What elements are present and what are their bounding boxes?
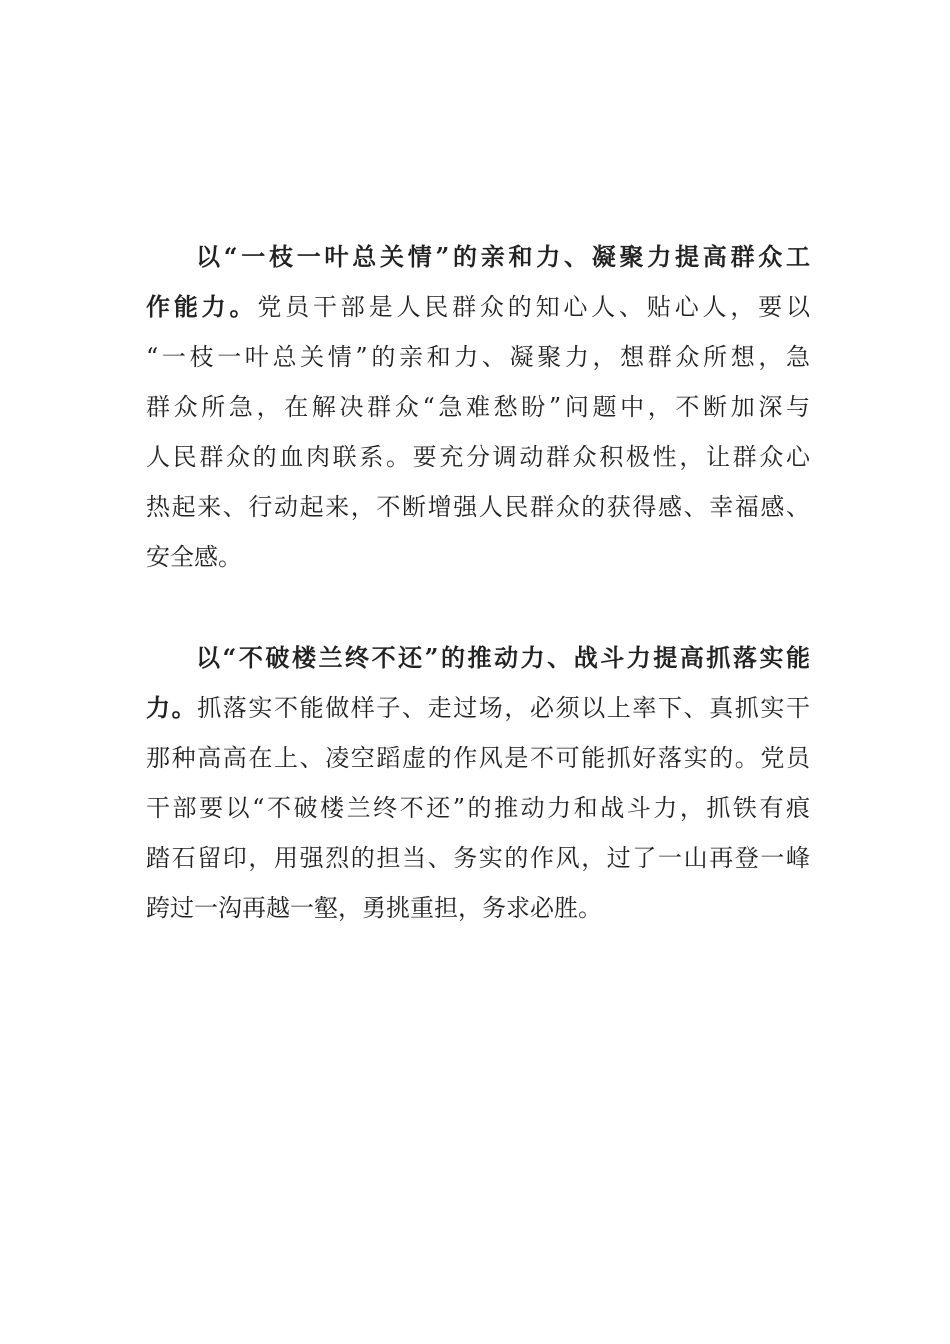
paragraph-line (146, 783, 810, 833)
paragraph-line (146, 633, 810, 683)
paragraph-line (146, 833, 810, 883)
paragraph-text: 热起来、行动起来，不断增强人民群众的获得感、幸福感、 (146, 493, 810, 521)
paragraph-text: “一枝一叶总关情”的亲和力、凝聚力，想群众所想，急 (146, 343, 810, 371)
paragraph-line (146, 683, 810, 733)
paragraph-1 (146, 232, 810, 582)
paragraph-text: 干部要以“不破楼兰终不还”的推动力和战斗力，抓铁有痕 (146, 794, 810, 822)
paragraph-2 (146, 633, 810, 933)
paragraph-heading: 以“不破楼兰终不还”的推动力、战斗力提高抓落实能 (196, 643, 810, 672)
paragraph-line (146, 332, 810, 382)
paragraph-line (146, 733, 810, 783)
paragraph-line (146, 382, 810, 432)
paragraph-text: 党员干部是人民群众的知心人、贴心人，要以 (257, 293, 811, 321)
paragraph-text: 抓落实不能做样子、走过场，必须以上率下、真抓实干 (197, 694, 811, 722)
paragraph-heading: 以“一枝一叶总关情”的亲和力、凝聚力提高群众工 (196, 242, 810, 271)
paragraph-text: 那种高高在上、凌空蹈虚的作风是不可能抓好落实的。党员 (146, 744, 810, 772)
paragraph-text: 跨过一沟再越一壑，勇挑重担，务求必胜。 (146, 894, 602, 922)
paragraph-text: 群众所急，在解决群众“急难愁盼”问题中，不断加深与 (146, 393, 810, 421)
paragraph-text: 踏石留印，用强烈的担当、务实的作风，过了一山再登一峰 (146, 844, 810, 872)
paragraph-line (146, 883, 810, 933)
paragraph-text: 人民群众的血肉联系。要充分调动群众积极性，让群众心 (146, 443, 810, 471)
paragraph-heading: 力。 (146, 693, 198, 722)
paragraph-text: 安全感。 (146, 543, 242, 571)
paragraph-line (146, 232, 810, 282)
paragraph-line (146, 532, 810, 582)
paragraph-heading: 作能力。 (146, 292, 258, 321)
paragraph-line (146, 482, 810, 532)
paragraph-line (146, 282, 810, 332)
paragraph-line (146, 432, 810, 482)
